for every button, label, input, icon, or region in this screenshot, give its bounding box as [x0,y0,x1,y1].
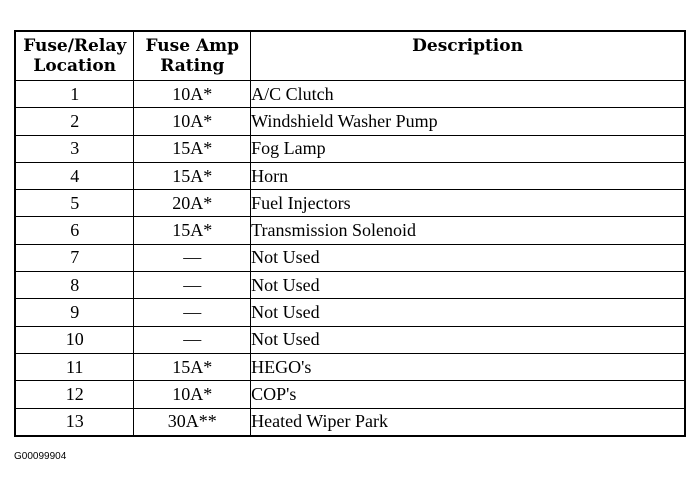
cell-amp-rating: — [134,244,251,271]
cell-location: 5 [15,190,134,217]
cell-location: 2 [15,108,134,135]
cell-location: 1 [15,81,134,108]
table-row [15,190,685,217]
table-header-row [15,31,685,81]
table-row [15,272,685,299]
table-row [15,326,685,353]
cell-location: 9 [15,299,134,326]
table-row [15,135,685,162]
cell-amp-rating: 15A* [134,353,251,380]
cell-description: Not Used [251,326,685,353]
table-row [15,162,685,189]
cell-location: 8 [15,272,134,299]
cell-amp-rating: 10A* [134,81,251,108]
header-location-line2: Location [33,56,117,76]
cell-description: COP's [251,381,685,408]
header-description: Description [251,31,685,81]
table-row [15,299,685,326]
cell-description: Not Used [251,244,685,271]
fuse-relay-table [14,30,686,437]
table-row [15,408,685,436]
cell-location: 3 [15,135,134,162]
cell-amp-rating: 15A* [134,217,251,244]
cell-location: 4 [15,162,134,189]
cell-location: 11 [15,353,134,380]
table-row [15,108,685,135]
cell-description: Windshield Washer Pump [251,108,685,135]
cell-location: 10 [15,326,134,353]
cell-description: Transmission Solenoid [251,217,685,244]
cell-amp-rating: 30A** [134,408,251,436]
cell-description: Horn [251,162,685,189]
cell-description: Not Used [251,299,685,326]
cell-amp-rating: 10A* [134,108,251,135]
header-amp-line1: Fuse Amp [145,36,240,56]
cell-amp-rating: 15A* [134,162,251,189]
cell-description: Fuel Injectors [251,190,685,217]
cell-location: 12 [15,381,134,408]
cell-amp-rating: 20A* [134,190,251,217]
table-row [15,353,685,380]
cell-description: Fog Lamp [251,135,685,162]
table-row [15,244,685,271]
header-location-line1: Fuse/Relay [23,36,127,56]
header-location [15,31,134,81]
cell-description: HEGO's [251,353,685,380]
cell-amp-rating: 10A* [134,381,251,408]
figure-code: G00099904 [14,451,67,462]
cell-amp-rating: 15A* [134,135,251,162]
header-amp-rating [134,31,251,81]
cell-location: 7 [15,244,134,271]
cell-amp-rating: — [134,326,251,353]
cell-description: Not Used [251,272,685,299]
cell-description: A/C Clutch [251,81,685,108]
cell-location: 13 [15,408,134,436]
table-row [15,217,685,244]
header-amp-line2: Rating [160,56,225,76]
cell-description: Heated Wiper Park [251,408,685,436]
table-row [15,81,685,108]
cell-location: 6 [15,217,134,244]
table-row [15,381,685,408]
cell-amp-rating: — [134,272,251,299]
cell-amp-rating: — [134,299,251,326]
